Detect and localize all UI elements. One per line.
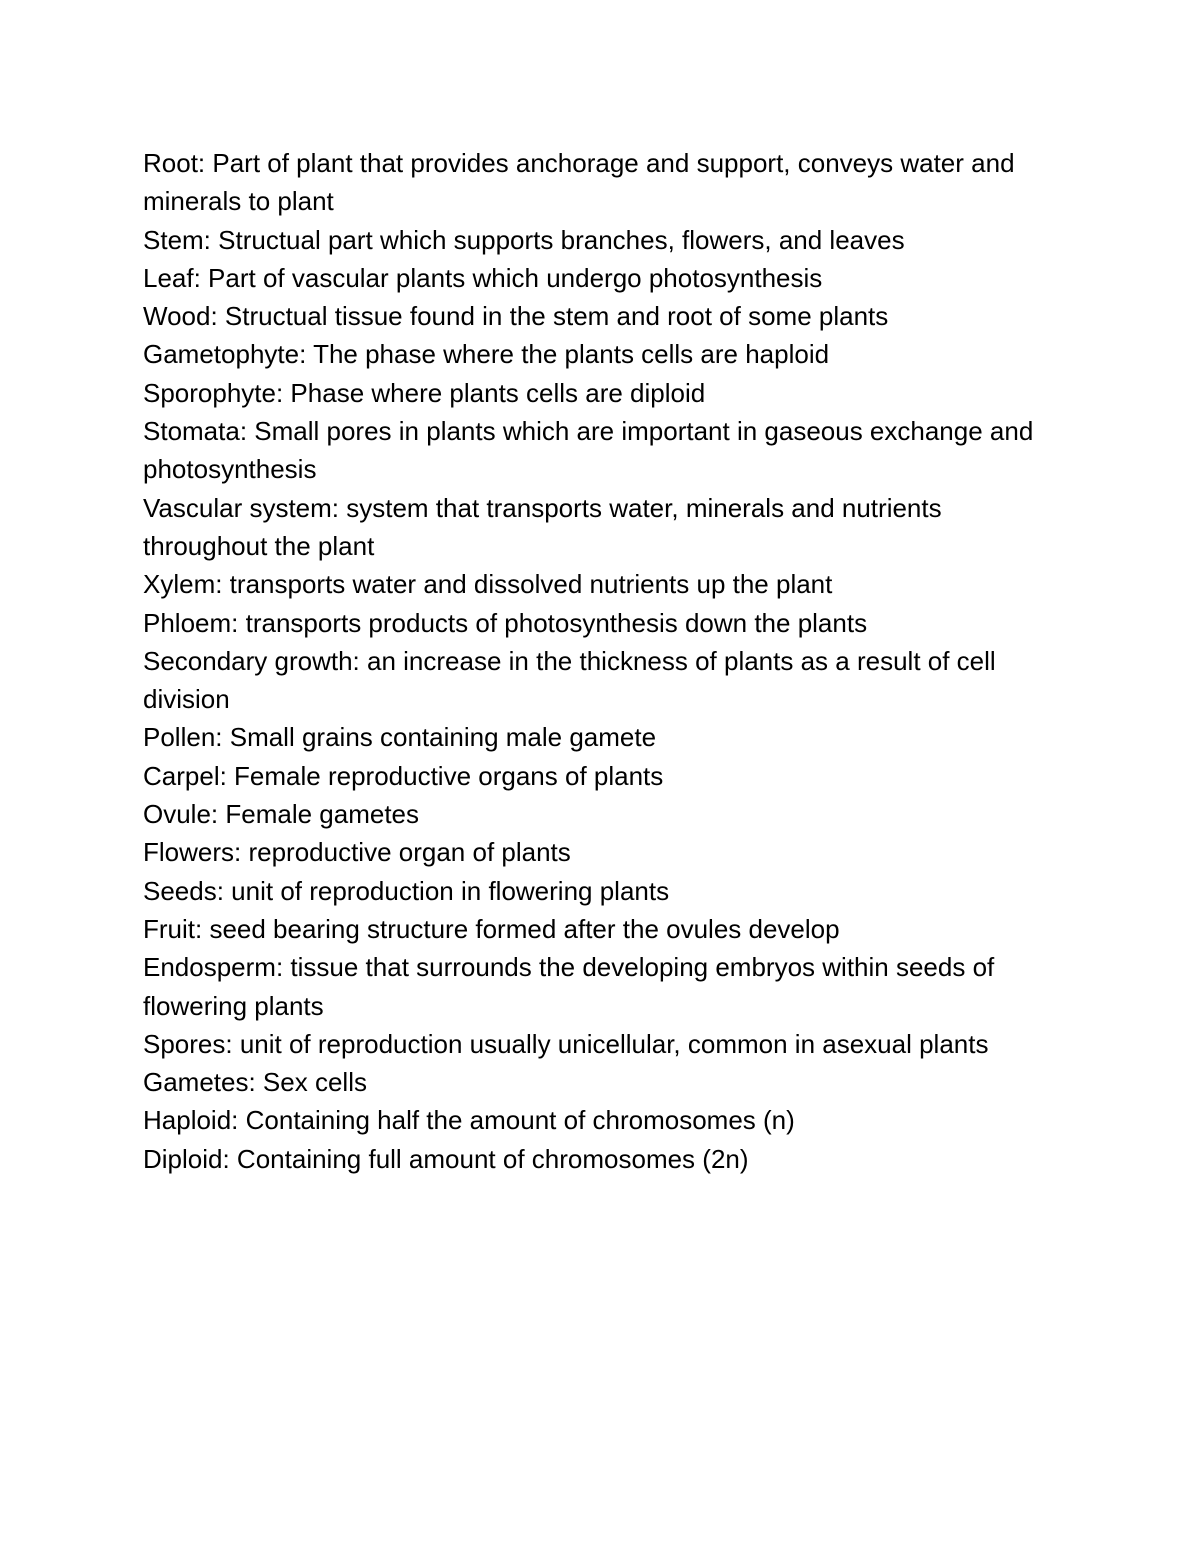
glossary-entry-pollen: Pollen: Small grains containing male gamete [143, 722, 657, 753]
glossary-entry-endosperm: Endosperm: tissue that surrounds the developing embryos within seeds of flowering plants [143, 952, 995, 1021]
glossary-entry-seeds: Seeds: unit of reproduction in flowering plants [143, 875, 670, 906]
glossary-entry-stem: Stem: Structual part which supports branches, flowers, and leaves [143, 224, 905, 255]
glossary-entry-diploid: Diploid: Containing full amount of chromosomes (2n) [143, 1143, 749, 1174]
glossary-entry-ovule: Ovule: Female gametes [143, 799, 420, 830]
glossary-entry-flowers: Flowers: reproductive organ of plants [143, 837, 571, 868]
glossary-entry-gametes: Gametes: Sex cells [143, 1067, 367, 1098]
glossary-entry-fruit: Fruit: seed bearing structure formed after the ovules develop [143, 913, 840, 944]
glossary-entry-haploid: Haploid: Containing half the amount of chromosomes (n) [143, 1105, 795, 1136]
glossary-entry-root: Root: Part of plant that provides anchorage and support, conveys water and minerals to plant [143, 148, 1015, 217]
glossary-entry-carpel: Carpel: Female reproductive organs of plants [143, 760, 664, 791]
glossary-entry-leaf: Leaf: Part of vascular plants which undergo photosynthesis [143, 262, 823, 293]
glossary-entry-gametophyte: Gametophyte: The phase where the plants cells are haploid [143, 339, 830, 370]
glossary-entry-secondary-growth: Secondary growth: an increase in the thickness of plants as a result of cell division [143, 645, 996, 715]
glossary-entry-spores: Spores: unit of reproduction usually unicellular, common in asexual plants [143, 1028, 989, 1059]
glossary-entry-sporophyte: Sporophyte: Phase where plants cells are diploid [143, 377, 706, 408]
glossary-entry-vascular-system: Vascular system: system that transports water, minerals and nutrients throughout the plant [143, 492, 942, 561]
glossary-list [143, 144, 1073, 1178]
glossary-entry-wood: Wood: Structual tissue found in the stem and root of some plants [143, 301, 889, 332]
glossary-entry-phloem: Phloem: transports products of photosynthesis down the plants [143, 607, 868, 638]
glossary-entry-stomata: Stomata: Small pores in plants which are important in gaseous exchange and photosynthesis [143, 416, 1034, 485]
glossary-entry-xylem: Xylem: transports water and dissolved nutrients up the plant [143, 569, 833, 600]
